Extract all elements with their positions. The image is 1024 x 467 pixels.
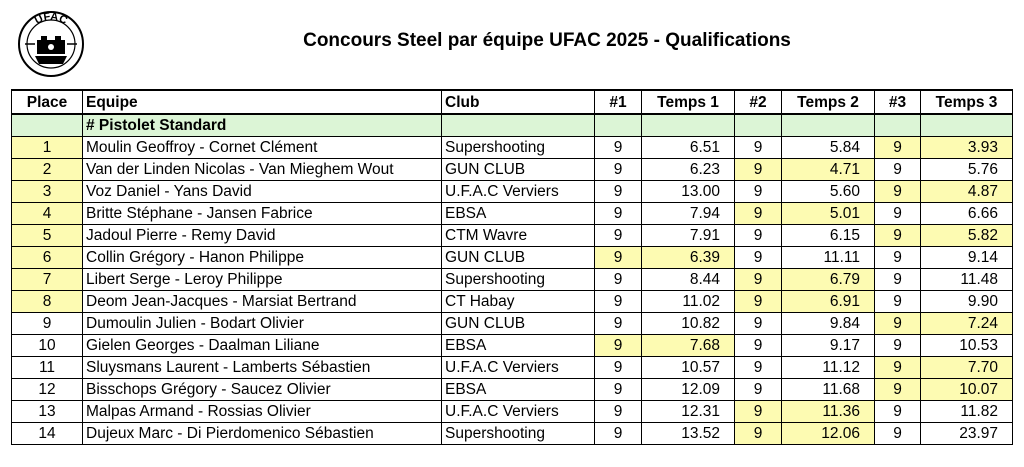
hits-3-cell: 9: [875, 269, 921, 291]
col-header-n2: #2: [735, 90, 782, 114]
table-row: [12, 269, 1013, 291]
col-header-n1: #1: [595, 90, 642, 114]
hits-1-cell: 9: [595, 203, 642, 225]
hits-2-cell: 9: [735, 159, 782, 181]
team-cell: Deom Jean-Jacques - Marsiat Bertrand: [83, 291, 442, 313]
place-cell: 14: [12, 423, 83, 445]
hits-2-cell: 9: [735, 379, 782, 401]
time-1-cell: 8.44: [642, 269, 735, 291]
hits-3-cell: 9: [875, 181, 921, 203]
club-cell: EBSA: [442, 335, 595, 357]
team-cell: Collin Grégory - Hanon Philippe: [83, 247, 442, 269]
col-header-club: Club: [442, 90, 595, 114]
category-cell: [12, 114, 83, 137]
time-3-cell: 23.97: [921, 423, 1013, 445]
team-cell: Dujeux Marc - Di Pierdomenico Sébastien: [83, 423, 442, 445]
club-cell: U.F.A.C Verviers: [442, 401, 595, 423]
time-3-cell: 11.82: [921, 401, 1013, 423]
place-cell: 10: [12, 335, 83, 357]
team-cell: Jadoul Pierre - Remy David: [83, 225, 442, 247]
hits-1-cell: 9: [595, 357, 642, 379]
hits-3-cell: 9: [875, 401, 921, 423]
team-cell: Malpas Armand - Rossias Olivier: [83, 401, 442, 423]
hits-3-cell: 9: [875, 137, 921, 159]
time-3-cell: 9.14: [921, 247, 1013, 269]
team-cell: Voz Daniel - Yans David: [83, 181, 442, 203]
club-cell: U.F.A.C Verviers: [442, 181, 595, 203]
time-3-cell: 10.07: [921, 379, 1013, 401]
team-cell: Sluysmans Laurent - Lamberts Sébastien: [83, 357, 442, 379]
team-cell: Van der Linden Nicolas - Van Mieghem Wout: [83, 159, 442, 181]
time-3-cell: 10.53: [921, 335, 1013, 357]
hits-2-cell: 9: [735, 401, 782, 423]
table-row: [12, 181, 1013, 203]
team-cell: Gielen Georges - Daalman Liliane: [83, 335, 442, 357]
hits-3-cell: 9: [875, 291, 921, 313]
club-cell: U.F.A.C Verviers: [442, 357, 595, 379]
team-cell: Dumoulin Julien - Bodart Olivier: [83, 313, 442, 335]
hits-2-cell: 9: [735, 269, 782, 291]
category-cell: [442, 114, 595, 137]
hits-1-cell: 9: [595, 137, 642, 159]
table-row: [12, 291, 1013, 313]
table-row: [12, 401, 1013, 423]
time-2-cell: 6.15: [782, 225, 875, 247]
club-cell: Supershooting: [442, 137, 595, 159]
team-cell: Moulin Geoffroy - Cornet Clément: [83, 137, 442, 159]
hits-1-cell: 9: [595, 247, 642, 269]
time-2-cell: 11.68: [782, 379, 875, 401]
hits-1-cell: 9: [595, 181, 642, 203]
col-header-place: Place: [12, 90, 83, 114]
time-1-cell: 10.82: [642, 313, 735, 335]
hits-1-cell: 9: [595, 423, 642, 445]
hits-1-cell: 9: [595, 159, 642, 181]
hits-2-cell: 9: [735, 181, 782, 203]
hits-2-cell: 9: [735, 137, 782, 159]
table-row: [12, 225, 1013, 247]
place-cell: 9: [12, 313, 83, 335]
category-cell: [875, 114, 921, 137]
time-1-cell: 11.02: [642, 291, 735, 313]
hits-2-cell: 9: [735, 247, 782, 269]
place-cell: 5: [12, 225, 83, 247]
time-2-cell: 6.79: [782, 269, 875, 291]
category-cell: [642, 114, 735, 137]
time-3-cell: 11.48: [921, 269, 1013, 291]
time-3-cell: 7.24: [921, 313, 1013, 335]
hits-1-cell: 9: [595, 291, 642, 313]
time-2-cell: 11.12: [782, 357, 875, 379]
table-row: [12, 159, 1013, 181]
club-cell: Supershooting: [442, 423, 595, 445]
place-cell: 2: [12, 159, 83, 181]
club-cell: GUN CLUB: [442, 159, 595, 181]
hits-1-cell: 9: [595, 225, 642, 247]
time-3-cell: 6.66: [921, 203, 1013, 225]
time-2-cell: 6.91: [782, 291, 875, 313]
club-cell: EBSA: [442, 203, 595, 225]
table-row: [12, 313, 1013, 335]
time-2-cell: 11.11: [782, 247, 875, 269]
hits-2-cell: 9: [735, 335, 782, 357]
time-1-cell: 6.39: [642, 247, 735, 269]
time-2-cell: 9.17: [782, 335, 875, 357]
table-row: [12, 247, 1013, 269]
time-2-cell: 9.84: [782, 313, 875, 335]
logo-text: UFAC: [32, 10, 70, 27]
place-cell: 6: [12, 247, 83, 269]
time-1-cell: 6.23: [642, 159, 735, 181]
team-cell: Bisschops Grégory - Saucez Olivier: [83, 379, 442, 401]
hits-3-cell: 9: [875, 357, 921, 379]
time-3-cell: 7.70: [921, 357, 1013, 379]
hits-3-cell: 9: [875, 159, 921, 181]
category-cell: [921, 114, 1013, 137]
place-cell: 1: [12, 137, 83, 159]
time-2-cell: 11.36: [782, 401, 875, 423]
time-1-cell: 7.94: [642, 203, 735, 225]
place-cell: 12: [12, 379, 83, 401]
place-cell: 8: [12, 291, 83, 313]
hits-1-cell: 9: [595, 379, 642, 401]
table-row: [12, 335, 1013, 357]
time-3-cell: 3.93: [921, 137, 1013, 159]
hits-3-cell: 9: [875, 335, 921, 357]
hits-2-cell: 9: [735, 357, 782, 379]
club-cell: Supershooting: [442, 269, 595, 291]
hits-2-cell: 9: [735, 225, 782, 247]
category-cell: [782, 114, 875, 137]
place-cell: 3: [12, 181, 83, 203]
time-3-cell: 4.87: [921, 181, 1013, 203]
hits-2-cell: 9: [735, 203, 782, 225]
time-1-cell: 7.91: [642, 225, 735, 247]
hits-2-cell: 9: [735, 313, 782, 335]
club-cell: EBSA: [442, 379, 595, 401]
club-cell: GUN CLUB: [442, 247, 595, 269]
hits-3-cell: 9: [875, 313, 921, 335]
category-label: # Pistolet Standard: [83, 114, 442, 137]
page-title: Concours Steel par équipe UFAC 2025 - Qualifications: [303, 30, 791, 51]
time-1-cell: 13.52: [642, 423, 735, 445]
table-row: [12, 379, 1013, 401]
table-row: [12, 203, 1013, 225]
hits-3-cell: 9: [875, 225, 921, 247]
time-2-cell: 12.06: [782, 423, 875, 445]
club-cell: CT Habay: [442, 291, 595, 313]
hits-3-cell: 9: [875, 203, 921, 225]
category-cell: [735, 114, 782, 137]
col-header-team: Equipe: [83, 90, 442, 114]
time-1-cell: 13.00: [642, 181, 735, 203]
hits-3-cell: 9: [875, 247, 921, 269]
time-3-cell: 5.82: [921, 225, 1013, 247]
col-header-n3: #3: [875, 90, 921, 114]
category-cell: [595, 114, 642, 137]
table-row: [12, 423, 1013, 445]
col-header-t3: Temps 3: [921, 90, 1013, 114]
time-1-cell: 12.09: [642, 379, 735, 401]
col-header-t2: Temps 2: [782, 90, 875, 114]
category-row: [12, 114, 1013, 137]
time-2-cell: 5.84: [782, 137, 875, 159]
col-header-t1: Temps 1: [642, 90, 735, 114]
time-1-cell: 10.57: [642, 357, 735, 379]
place-cell: 13: [12, 401, 83, 423]
time-3-cell: 5.76: [921, 159, 1013, 181]
place-cell: 4: [12, 203, 83, 225]
hits-1-cell: 9: [595, 269, 642, 291]
team-cell: Libert Serge - Leroy Philippe: [83, 269, 442, 291]
table-row: [12, 137, 1013, 159]
hits-3-cell: 9: [875, 423, 921, 445]
hits-1-cell: 9: [595, 401, 642, 423]
time-1-cell: 6.51: [642, 137, 735, 159]
hits-2-cell: 9: [735, 291, 782, 313]
club-cell: GUN CLUB: [442, 313, 595, 335]
club-cell: CTM Wavre: [442, 225, 595, 247]
time-2-cell: 4.71: [782, 159, 875, 181]
hits-1-cell: 9: [595, 335, 642, 357]
table-header: [12, 90, 1013, 114]
hits-3-cell: 9: [875, 379, 921, 401]
time-2-cell: 5.01: [782, 203, 875, 225]
time-1-cell: 12.31: [642, 401, 735, 423]
place-cell: 11: [12, 357, 83, 379]
time-2-cell: 5.60: [782, 181, 875, 203]
place-cell: 7: [12, 269, 83, 291]
results-table: [11, 89, 1013, 445]
time-1-cell: 7.68: [642, 335, 735, 357]
table-row: [12, 357, 1013, 379]
hits-1-cell: 9: [595, 313, 642, 335]
time-3-cell: 9.90: [921, 291, 1013, 313]
team-cell: Britte Stéphane - Jansen Fabrice: [83, 203, 442, 225]
hits-2-cell: 9: [735, 423, 782, 445]
